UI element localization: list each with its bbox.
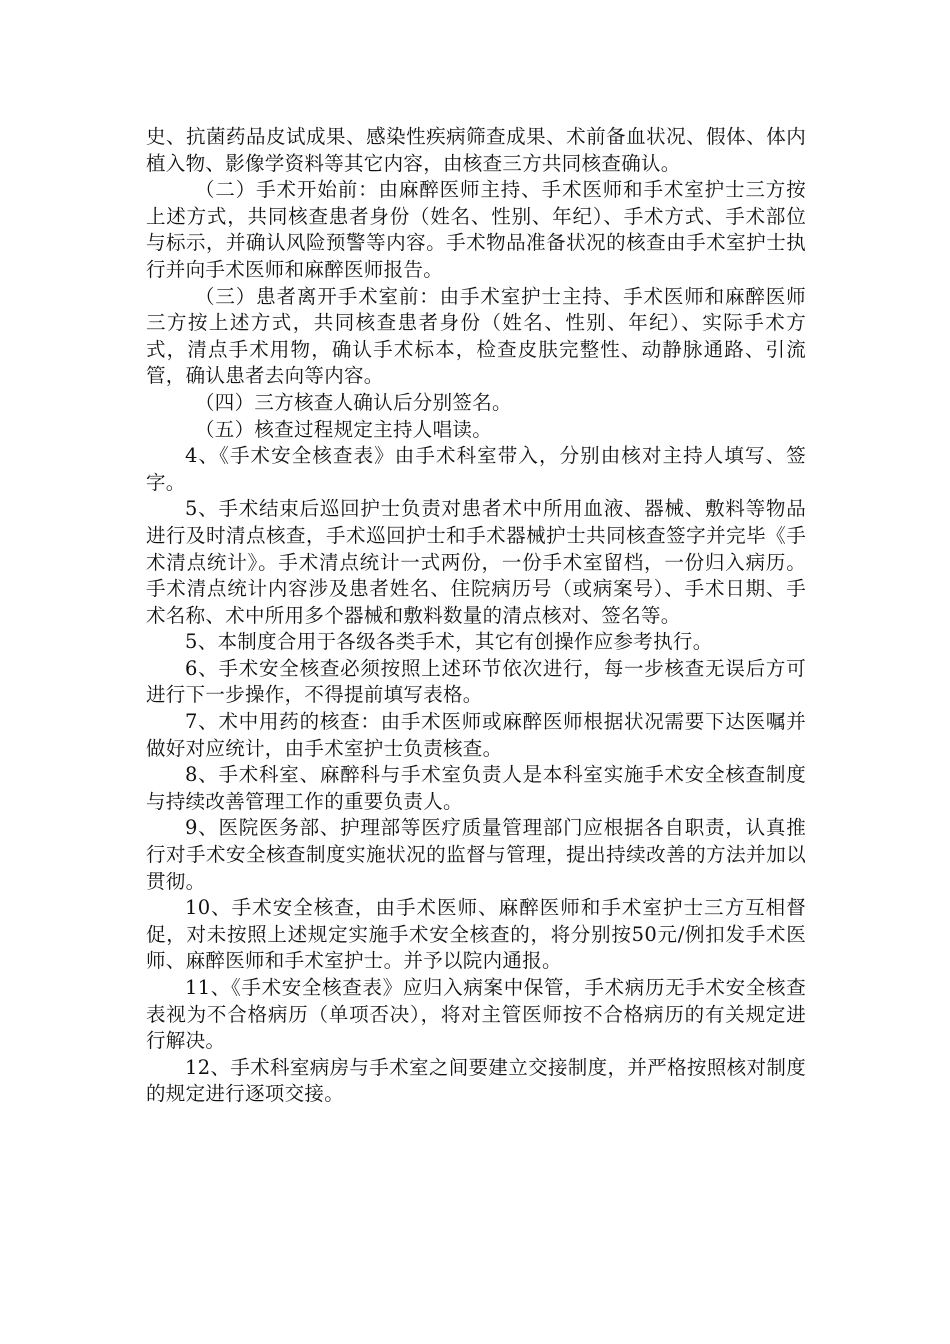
paragraph-rule-8: 8、手术科室、麻醉科与手术室负责人是本科室实施手术安全核查制度与持续改善管理工作的重要负责人。 xyxy=(146,763,806,813)
paragraph-rule-5a: 5、手术结束后巡回护士负责对患者术中所用血液、器械、敷料等物品进行及时清点核查，手术巡回护士和手术器械护士共同核查签字并完毕《手术清点统计》。手术清点统计一式两份，一份手术室留档，一份归入病历。手术清点统计内容涉及患者姓名、住院病历号（或病案号）、手术日期、手术名称、术中所用多个器械和敷料数量的清点核对、签名等。 xyxy=(146,497,806,627)
paragraph-rule-9: 9、医院医务部、护理部等医疗质量管理部门应根据各自职责，认真推行对手术安全核查制度实施状况的监督与管理，提出持续改善的方法并加以贯彻。 xyxy=(146,816,806,893)
paragraph-continuation: 史、抗菌药品皮试成果、感染性疾病筛查成果、术前备血状况、假体、体内植入物、影像学资料等其它内容，由核查三方共同核查确认。 xyxy=(146,125,806,175)
paragraph-item-4: （四）三方核查人确认后分别签名。 xyxy=(195,390,512,414)
paragraph-item-2: （二）手术开始前：由麻醉医师主持、手术医师和手术室护士三方按上述方式，共同核查患者身份（姓名、性别、年纪）、手术方式、手术部位与标示，并确认风险预警等内容。手术物品准备状况的核查由手术室护士执行并向手术医师和麻醉医师报告。 xyxy=(146,178,806,281)
paragraph-rule-6: 6、手术安全核查必须按照上述环节依次进行，每一步核查无误后方可进行下一步操作，不得提前填写表格。 xyxy=(146,656,806,707)
paragraph-rule-11: 11、《手术安全核查表》应归入病案中保管，手术病历无手术安全核查表视为不合格病历（单项否决），将对主管医师按不合格病历的有关规定进行解决。 xyxy=(146,976,806,1053)
paragraph-rule-4: 4、《手术安全核查表》由手术科室带入，分别由核对主持人填写、签字。 xyxy=(146,444,806,494)
paragraph-rule-10: 10、手术安全核查，由手术医师、麻醉医师和手术室护士三方互相督促，对未按照上述规定实施手术安全核查的，将分别按50元/例扣发手术医师、麻醉医师和手术室护士。并予以院内通报。 xyxy=(146,896,806,973)
document-body xyxy=(146,124,806,1108)
paragraph-item-5: （五）核查过程规定主持人唱读。 xyxy=(195,417,493,441)
paragraph-rule-7: 7、术中用药的核查：由手术医师或麻醉医师根据状况需要下达医嘱并做好对应统计，由手术室护士负责核查。 xyxy=(146,710,806,760)
paragraph-rule-5b: 5、本制度合用于各级各类手术，其它有创操作应参考执行。 xyxy=(185,630,713,654)
paragraph-rule-12: 12、手术科室病房与手术室之间要建立交接制度，并严格按照核对制度的规定进行逐项交接。 xyxy=(146,1055,806,1106)
paragraph-item-3: （三）患者离开手术室前：由手术室护士主持、手术医师和麻醉医师三方按上述方式，共同核查患者身份（姓名、性别、年纪）、实际手术方式，清点手术用物，确认手术标本，检查皮肤完整性、动静脉通路、引流管，确认患者去向等内容。 xyxy=(146,284,806,388)
